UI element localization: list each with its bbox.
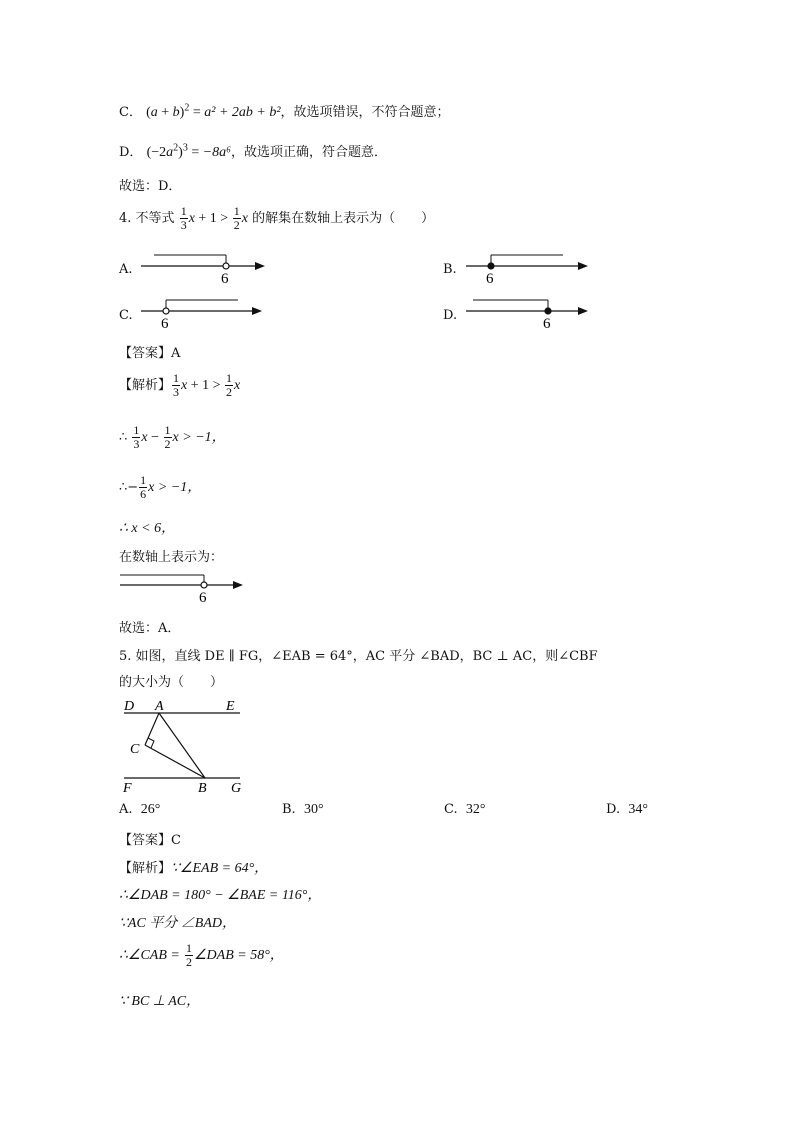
frac <box>185 942 193 969</box>
q4-prefix: 4. 不等式 <box>119 211 175 226</box>
q4-numline-text: 在数轴上表示为： <box>119 550 224 565</box>
q5-analysis-s2 <box>119 884 321 904</box>
q5-option-b[interactable] <box>282 802 324 818</box>
q5-stem-line2: 的大小为（ ） <box>119 675 224 690</box>
expr: ∴ x < 6， <box>119 521 176 536</box>
expr-c-rhs: a² + 2ab + b² <box>204 105 281 120</box>
expr: x <box>234 378 241 393</box>
frac <box>172 372 180 399</box>
frac-num: 1 <box>164 423 171 437</box>
option-d-text: ，故选项正确，符合题意． <box>231 145 388 160</box>
frac-num: 1 <box>233 204 240 218</box>
q5-analysis-s5 <box>119 990 200 1010</box>
label-b: B <box>198 781 207 795</box>
q4-step2 <box>119 474 201 501</box>
q4-expr-x: x <box>241 211 248 226</box>
frac-num: 1 <box>173 371 180 385</box>
q4-option-d-label[interactable]: D. <box>443 308 458 323</box>
frac-den: 2 <box>164 437 171 451</box>
frac <box>225 372 233 399</box>
option-c-label: C． <box>119 105 142 120</box>
tick-label: 6 <box>161 316 169 332</box>
q4-answer: 【答案】A <box>119 346 181 361</box>
frac-den: 3 <box>173 385 180 399</box>
expr: x <box>141 430 148 445</box>
option-value: 32° <box>465 802 486 817</box>
expr: ∵ BC ⊥ AC， <box>119 994 201 1009</box>
expr: + 1 > <box>187 378 225 393</box>
option-value: 26° <box>140 802 161 817</box>
label-a: A <box>155 699 164 714</box>
segment-ab <box>159 713 205 778</box>
frac <box>164 424 172 451</box>
q4-expr-mid: x <box>188 211 195 226</box>
q4-step1 <box>119 424 226 451</box>
frac-num: 1 <box>180 204 187 218</box>
label-f: F <box>123 781 132 795</box>
frac <box>139 474 147 501</box>
q4-option-a-numberline <box>138 248 268 288</box>
solid-point <box>488 263 494 269</box>
therefore: ∴− <box>119 480 139 495</box>
analysis-label: 【解析】 <box>119 378 172 393</box>
q5-analysis-s4 <box>119 942 284 969</box>
q5-answer: 【答案】C <box>119 833 181 848</box>
frac-num: 1 <box>140 473 147 487</box>
open-point <box>201 582 207 588</box>
frac-den: 2 <box>233 218 240 232</box>
q4-step3 <box>119 517 175 537</box>
expr-d-lhs: $(-2a^2)^3$ = <box>146 142 203 160</box>
option-value: 30° <box>303 802 324 817</box>
option-label: D. <box>606 802 621 817</box>
option-value: 34° <box>628 802 648 817</box>
q4-option-b-label[interactable]: B. <box>443 262 457 277</box>
expr: ∴∠CAB = <box>119 948 180 963</box>
tick-label: 6 <box>221 271 229 287</box>
frac-den: 3 <box>133 437 140 451</box>
tick-label: 6 <box>199 590 207 606</box>
option-c-line <box>119 101 450 121</box>
option-label: C. <box>444 802 458 817</box>
label-e: E <box>226 699 235 714</box>
q4-solution-numberline <box>118 570 248 610</box>
q4-stem <box>119 205 434 232</box>
analysis-label: 【解析】 <box>119 861 172 876</box>
option-label: A. <box>119 802 133 817</box>
frac-den: 2 <box>186 955 192 969</box>
q4-frac2 <box>233 205 241 232</box>
q5-figure <box>118 695 258 795</box>
frac-den: 3 <box>180 218 187 232</box>
q5-option-d[interactable] <box>606 802 648 818</box>
solid-point <box>545 308 551 314</box>
frac-num: 1 <box>133 423 140 437</box>
label-d: D <box>124 699 135 714</box>
expr-c-lhs: $(a + b)^2$ = <box>146 102 205 120</box>
expr-d-rhs: −8a⁶ <box>202 145 232 160</box>
label-g: G <box>231 781 242 795</box>
option-label: B. <box>282 802 296 817</box>
expr: x > −1， <box>148 480 202 495</box>
q4-analysis-line <box>119 372 240 399</box>
segment-cb <box>145 745 205 778</box>
q5-option-a[interactable] <box>119 802 160 818</box>
q4-frac1 <box>180 205 188 232</box>
q5-stem-line1: 5. 如图，直线 DE ∥ FG，∠EAB = 64°，AC 平分 ∠BAD，BC ⊥ AC，则∠CBF <box>119 649 598 664</box>
frac-den: 6 <box>140 487 147 501</box>
q5-analysis-s3 <box>119 912 236 932</box>
q4-suffix: 的解集在数轴上表示为（ ） <box>252 211 435 226</box>
frac-den: 2 <box>226 385 233 399</box>
q4-option-b-numberline <box>463 248 593 288</box>
q4-option-c-numberline <box>138 293 268 333</box>
q4-option-c-label[interactable]: C. <box>119 308 133 323</box>
q5-analysis-s1 <box>119 857 268 877</box>
expr: x > −1， <box>172 430 226 445</box>
label-c: C <box>130 742 140 757</box>
open-point <box>223 263 229 269</box>
expr: x <box>181 378 188 393</box>
expr: ∴∠DAB = 180° − ∠BAE = 116°， <box>119 888 322 903</box>
q4-option-a-label[interactable]: A. <box>119 262 133 277</box>
expr: ∵∠EAB = 64°， <box>171 861 269 876</box>
therefore: ∴ <box>119 430 128 445</box>
q4-choice: 故选：A． <box>119 621 181 636</box>
frac-num: 1 <box>226 371 233 385</box>
option-d-label: D． <box>119 145 143 160</box>
expr: ∠DAB = 58°， <box>194 948 284 963</box>
option-c-text: ，故选项错误，不符合题意； <box>280 105 450 120</box>
expr: ∵AC 平分 ∠BAD， <box>119 916 237 931</box>
tick-label: 6 <box>543 316 551 332</box>
frac-num: 1 <box>186 941 192 955</box>
q5-option-c[interactable] <box>444 802 486 818</box>
q4-expr-plus: + 1 > <box>194 211 232 226</box>
frac <box>132 424 140 451</box>
q4-option-d-numberline <box>463 293 593 333</box>
open-point <box>163 308 169 314</box>
option-d-line <box>119 141 387 161</box>
expr: − <box>147 430 163 445</box>
q3-choice: 故选：D． <box>119 179 182 194</box>
tick-label: 6 <box>486 271 494 287</box>
